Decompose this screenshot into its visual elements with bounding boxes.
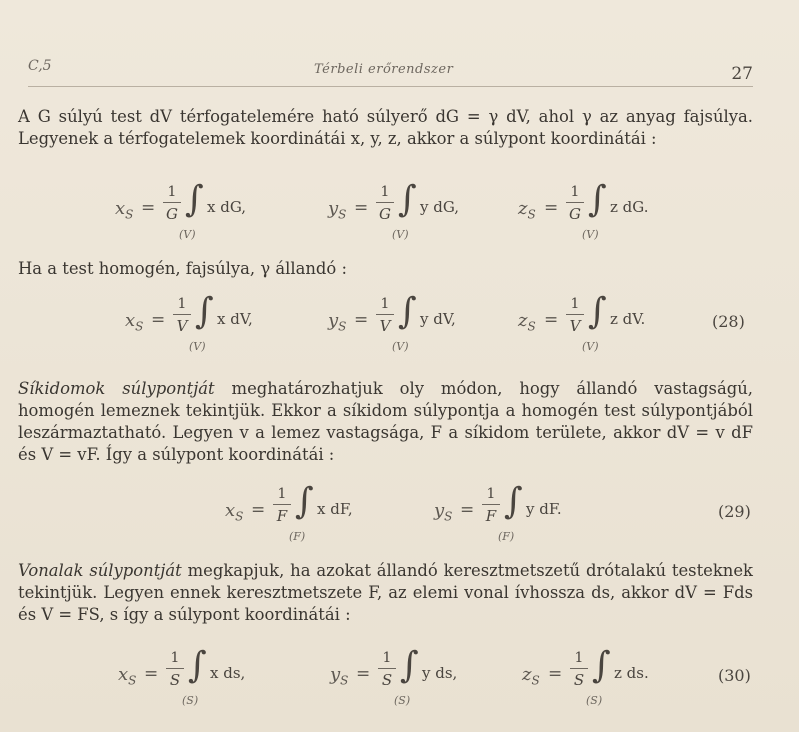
lhs-variable: z xyxy=(522,664,532,685)
integration-domain: (V) xyxy=(392,340,409,353)
section-code: C,5 xyxy=(28,58,52,74)
formula-lhs xyxy=(518,310,536,334)
formula-lhs xyxy=(518,198,536,222)
fraction-bar xyxy=(566,314,584,315)
integrand: y ds, xyxy=(422,664,458,682)
formula-lhs xyxy=(328,310,346,334)
fraction xyxy=(376,296,394,335)
fraction-numerator: 1 xyxy=(170,650,180,666)
formula-lhs xyxy=(225,500,243,524)
integration-domain: (V) xyxy=(189,340,206,353)
lhs-subscript: S xyxy=(340,673,349,688)
fraction-numerator: 1 xyxy=(570,296,580,312)
integral-sign: ∫ xyxy=(188,645,207,686)
paragraph-3 xyxy=(18,378,753,466)
lhs-variable: y xyxy=(328,310,339,331)
equals-sign: = xyxy=(251,500,266,520)
formula-lhs xyxy=(115,198,133,222)
formula-lhs xyxy=(125,310,143,334)
fraction-denominator: G xyxy=(569,205,581,223)
fraction xyxy=(163,184,181,223)
fraction-bar xyxy=(376,202,394,203)
paragraph-3-rest: meghatározhatjuk oly módon, hogy állandó vastagságú, homogén lemeznek tekintjük. Ekkor a síkidom súlypontja a homogén test súlypontjából leszármaztatható. Legyen v a lemez vastagsága, F a síkidom területe, akkor dV = v dF és V = vF. Így a súlypont koordinátái : xyxy=(18,379,753,464)
integration-domain: (V) xyxy=(179,228,196,241)
formula-lhs xyxy=(328,198,346,222)
fraction xyxy=(166,650,184,689)
integrand: x ds, xyxy=(210,664,246,682)
paragraph-2 xyxy=(18,258,347,280)
lhs-subscript: S xyxy=(125,207,134,222)
equals-sign: = xyxy=(548,664,563,684)
integral-sign: ∫ xyxy=(588,179,607,220)
formula-lhs xyxy=(434,500,452,524)
formula-lhs xyxy=(330,664,348,688)
fraction-numerator: 1 xyxy=(277,486,287,502)
integral-sign: ∫ xyxy=(588,291,607,332)
integration-domain: (F) xyxy=(498,530,515,543)
fraction-numerator: 1 xyxy=(380,184,390,200)
formula-block-1 xyxy=(0,180,799,250)
fraction-numerator: 1 xyxy=(177,296,187,312)
lhs-subscript: S xyxy=(135,319,144,334)
integrand: x dF, xyxy=(317,500,353,518)
paragraph-4-rest: megkapjuk, ha azokat állandó keresztmetszetű drótalakú testeknek tekintjük. Legyen ennek keresztmetszete F, az elemi vonal ívhossza ds, akkor dV = Fds és V = FS, s így a súlypont koordinátái : xyxy=(18,561,753,624)
emphasis-vonalak: Vonalak súlypontját xyxy=(18,561,182,580)
equation-number-28: (28) xyxy=(712,312,745,331)
lhs-subscript: S xyxy=(444,509,453,524)
fraction xyxy=(173,296,191,335)
integral-sign: ∫ xyxy=(592,645,611,686)
paragraph-3-text xyxy=(18,379,753,464)
fraction-numerator: 1 xyxy=(167,184,177,200)
equals-sign: = xyxy=(354,198,369,218)
integral-sign: ∫ xyxy=(295,481,314,522)
fraction-bar xyxy=(566,202,584,203)
fraction-numerator: 1 xyxy=(574,650,584,666)
fraction xyxy=(273,486,291,525)
fraction-bar xyxy=(273,504,291,505)
integral-sign: ∫ xyxy=(398,179,417,220)
formula-block-30 xyxy=(0,646,799,716)
lhs-subscript: S xyxy=(338,319,347,334)
fraction-denominator: V xyxy=(379,317,391,335)
fraction-denominator: S xyxy=(573,671,585,689)
equation-number-29: (29) xyxy=(718,502,751,521)
fraction xyxy=(482,486,500,525)
integral-sign: ∫ xyxy=(400,645,419,686)
paragraph-1 xyxy=(18,106,753,150)
fraction-bar xyxy=(166,668,184,669)
fraction-numerator: 1 xyxy=(486,486,496,502)
fraction-numerator: 1 xyxy=(570,184,580,200)
fraction-numerator: 1 xyxy=(380,296,390,312)
integration-domain: (S) xyxy=(586,694,603,707)
lhs-variable: x xyxy=(118,664,129,685)
integrand: x dG, xyxy=(207,198,247,216)
lhs-variable: x xyxy=(115,198,126,219)
integrand: y dV, xyxy=(420,310,456,328)
integration-domain: (V) xyxy=(582,340,599,353)
equals-sign: = xyxy=(354,310,369,330)
paragraph-1-text: A G súlyú test dV térfogatelemére ható súlyerő dG = γ dV, ahol γ az anyag fajsúlya. Legyenek a térfogatelemek koordinátái x, y, z, akkor a súlypont koordinátái : xyxy=(18,107,753,148)
integration-domain: (S) xyxy=(182,694,199,707)
equals-sign: = xyxy=(356,664,371,684)
lhs-subscript: S xyxy=(527,207,536,222)
fraction-denominator: V xyxy=(569,317,581,335)
fraction xyxy=(566,296,584,335)
lhs-variable: x xyxy=(125,310,136,331)
lhs-subscript: S xyxy=(128,673,137,688)
equals-sign: = xyxy=(460,500,475,520)
fraction-denominator: S xyxy=(381,671,393,689)
lhs-variable: z xyxy=(518,198,528,219)
integrand: z dV. xyxy=(610,310,646,328)
lhs-subscript: S xyxy=(527,319,536,334)
lhs-subscript: S xyxy=(338,207,347,222)
equals-sign: = xyxy=(144,664,159,684)
lhs-variable: x xyxy=(225,500,236,521)
equals-sign: = xyxy=(544,310,559,330)
lhs-variable: y xyxy=(328,198,339,219)
fraction-bar xyxy=(173,314,191,315)
fraction-numerator: 1 xyxy=(382,650,392,666)
fraction-denominator: F xyxy=(485,507,497,525)
page-header xyxy=(28,58,753,87)
fraction xyxy=(376,184,394,223)
lhs-variable: y xyxy=(434,500,445,521)
fraction-bar xyxy=(376,314,394,315)
integration-domain: (V) xyxy=(392,228,409,241)
integrand: z dG. xyxy=(610,198,649,216)
paragraph-4 xyxy=(18,560,753,626)
formula-block-28 xyxy=(0,292,799,362)
fraction xyxy=(378,650,396,689)
fraction-denominator: G xyxy=(379,205,391,223)
fraction-bar xyxy=(378,668,396,669)
fraction-denominator: F xyxy=(276,507,288,525)
lhs-subscript: S xyxy=(235,509,244,524)
formula-block-29 xyxy=(0,482,799,552)
fraction-bar xyxy=(482,504,500,505)
integral-sign: ∫ xyxy=(185,179,204,220)
paragraph-2-text: Ha a test homogén, fajsúlya, γ állandó : xyxy=(18,259,348,278)
fraction xyxy=(566,184,584,223)
integrand: y dF. xyxy=(526,500,562,518)
integration-domain: (V) xyxy=(582,228,599,241)
emphasis-sikidomok: Síkidomok súlypontját xyxy=(18,379,215,398)
formula-lhs xyxy=(118,664,136,688)
fraction-bar xyxy=(570,668,588,669)
integrand: x dV, xyxy=(217,310,253,328)
lhs-subscript: S xyxy=(531,673,540,688)
lhs-variable: z xyxy=(518,310,528,331)
paragraph-4-text xyxy=(18,561,753,624)
integrand: y dG, xyxy=(420,198,460,216)
running-title: Térbeli erőrendszer xyxy=(314,62,454,77)
integrand: z ds. xyxy=(614,664,649,682)
fraction-denominator: G xyxy=(166,205,178,223)
equation-number-30: (30) xyxy=(718,666,751,685)
integration-domain: (F) xyxy=(289,530,306,543)
equals-sign: = xyxy=(544,198,559,218)
fraction xyxy=(570,650,588,689)
page-number: 27 xyxy=(731,64,753,84)
integral-sign: ∫ xyxy=(398,291,417,332)
integration-domain: (S) xyxy=(394,694,411,707)
equals-sign: = xyxy=(151,310,166,330)
equals-sign: = xyxy=(141,198,156,218)
formula-lhs xyxy=(522,664,540,688)
fraction-bar xyxy=(163,202,181,203)
fraction-denominator: V xyxy=(176,317,188,335)
integral-sign: ∫ xyxy=(195,291,214,332)
fraction-denominator: S xyxy=(169,671,181,689)
lhs-variable: y xyxy=(330,664,341,685)
integral-sign: ∫ xyxy=(504,481,523,522)
